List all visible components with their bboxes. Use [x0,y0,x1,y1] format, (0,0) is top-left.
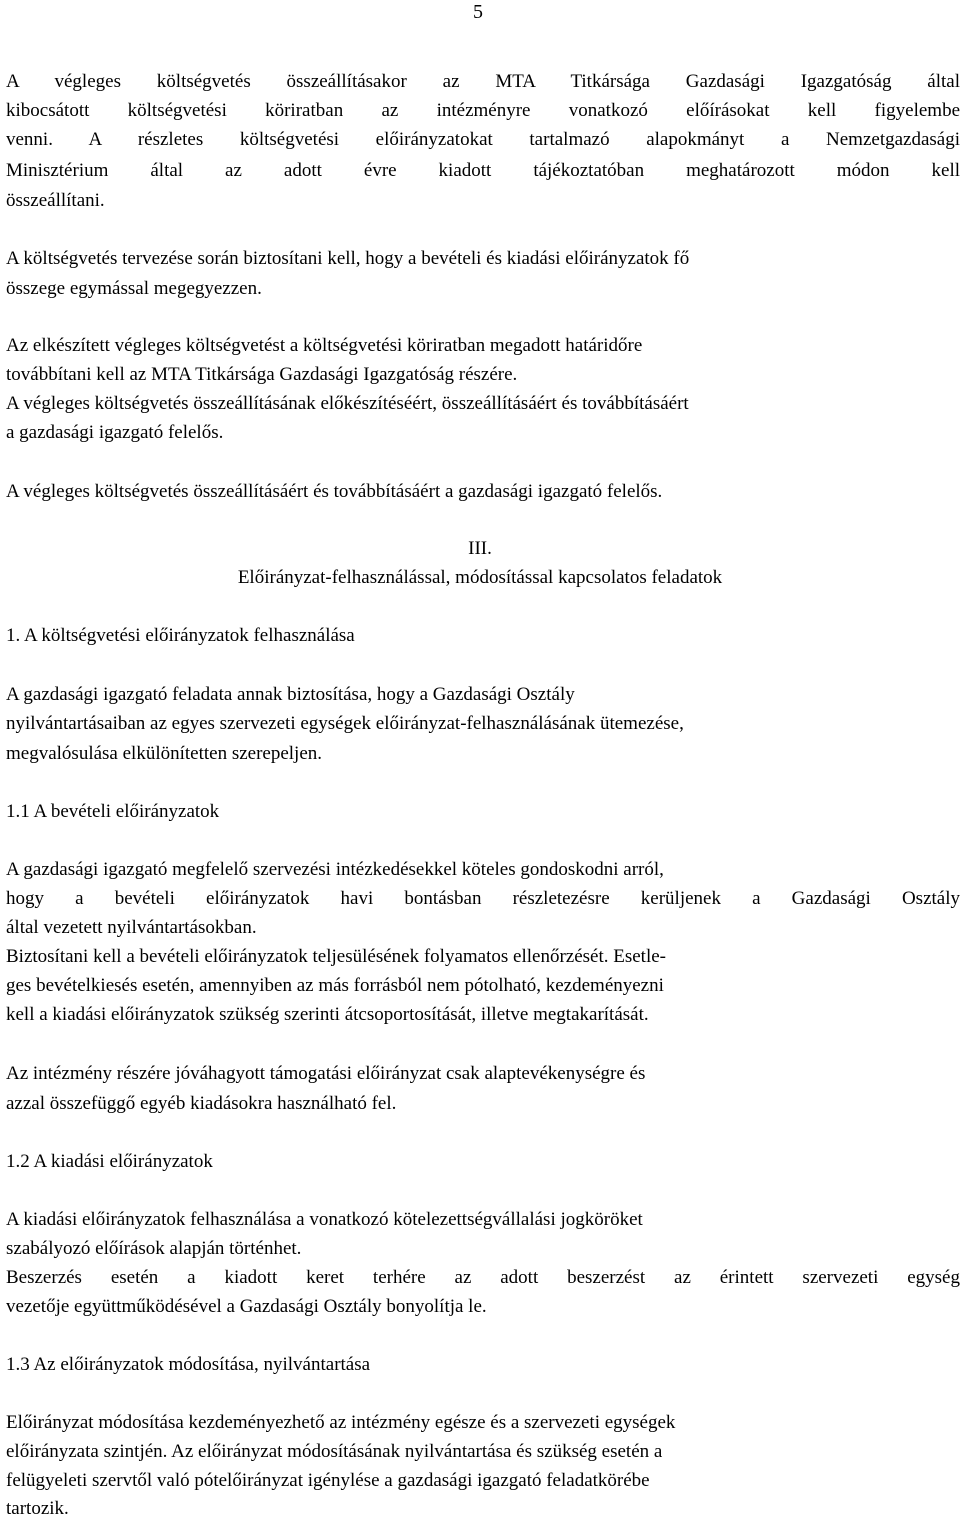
subsection-heading: 1. A költségvetési előirányzatok felhasználása [6,625,355,646]
text-line: hogy a bevételi előirányzatok havi bontásban részletezésre kerüljenek a Gazdasági Osztály [6,888,960,909]
text-line: ges bevételkiesés esetén, amennyiben az más forrásból nem pótolható, kezdeményezni [6,975,664,996]
text-line: Minisztérium által az adott évre kiadott tájékoztatóban meghatározott módon kell [6,160,960,181]
section-title: Előirányzat-felhasználással, módosítással kapcsolatos feladatok [237,567,723,588]
text-line: kibocsátott költségvetési köriratban az intézményre vonatkozó előírásokat kell figyelembe [6,100,960,121]
text-line: A végleges költségvetés összeállításáért és továbbításáért a gazdasági igazgató felelős. [6,481,663,502]
text-line: felügyeleti szervtől való pótelőirányzat igénylése a gazdasági igazgató feladatkörébe [6,1470,650,1491]
text-line: A végleges költségvetés összeállításának előkészítéséért, összeállításáért és továbbításáért [6,393,689,414]
subsection-heading: 1.2 A kiadási előirányzatok [6,1151,213,1172]
text-line: vezetője együttműködésével a Gazdasági Osztály bonyolítja le. [6,1296,487,1317]
section-number: III. [468,538,492,559]
text-line: által vezetett nyilvántartásokban. [6,917,257,938]
text-line: A gazdasági igazgató megfelelő szervezési intézkedésekkel köteles gondoskodni arról, [6,859,664,880]
text-line: A költségvetés tervezése során biztosítani kell, hogy a bevételi és kiadási előirányzatok fő [6,248,690,269]
text-line: tartozik. [6,1498,69,1519]
text-line: Az intézmény részére jóváhagyott támogatási előirányzat csak alaptevékenységre és [6,1063,646,1084]
text-line: szabályozó előírások alapján történhet. [6,1238,302,1259]
subsection-heading: 1.1 A bevételi előirányzatok [6,801,220,822]
text-line: Az elkészített végleges költségvetést a költségvetési köriratban megadott határidőre [6,335,643,356]
text-line: A kiadási előirányzatok felhasználása a vonatkozó kötelezettségvállalási jogköröket [6,1209,643,1230]
text-line: nyilvántartásaiban az egyes szervezeti egységek előirányzat-felhasználásának ütemezése, [6,713,684,734]
text-line: megvalósulása elkülönítetten szerepeljen. [6,743,323,764]
text-line: venni. A részletes költségvetési előirányzatokat tartalmazó alapokmányt a Nemzetgazdasági [6,129,960,150]
text-line: azzal összefüggő egyéb kiadásokra használható fel. [6,1093,397,1114]
text-line: a gazdasági igazgató felelős. [6,422,224,443]
text-line: összeállítani. [6,190,105,211]
page-number: 5 [473,1,483,23]
text-line: A gazdasági igazgató feladata annak biztosítása, hogy a Gazdasági Osztály [6,684,575,705]
text-line: A végleges költségvetés összeállításakor az MTA Titkársága Gazdasági Igazgatóság által [6,71,960,92]
text-line: Előirányzat módosítása kezdeményezhető az intézmény egésze és a szervezeti egységek [6,1412,676,1433]
text-line: Biztosítani kell a bevételi előirányzatok teljesülésének folyamatos ellenőrzését. Esetle- [6,946,666,967]
subsection-heading: 1.3 Az előirányzatok módosítása, nyilvántartása [6,1354,371,1375]
text-line: összege egymással megegyezzen. [6,278,262,299]
text-line: Beszerzés esetén a kiadott keret terhére az adott beszerzést az érintett szervezeti egység [6,1267,960,1288]
text-line: továbbítani kell az MTA Titkársága Gazdasági Igazgatóság részére. [6,364,518,385]
text-line: kell a kiadási előirányzatok szükség szerinti átcsoportosítását, illetve megtakarítását. [6,1004,649,1025]
text-line: előirányzata szintjén. Az előirányzat módosításának nyilvántartása és szükség esetén a [6,1441,663,1462]
